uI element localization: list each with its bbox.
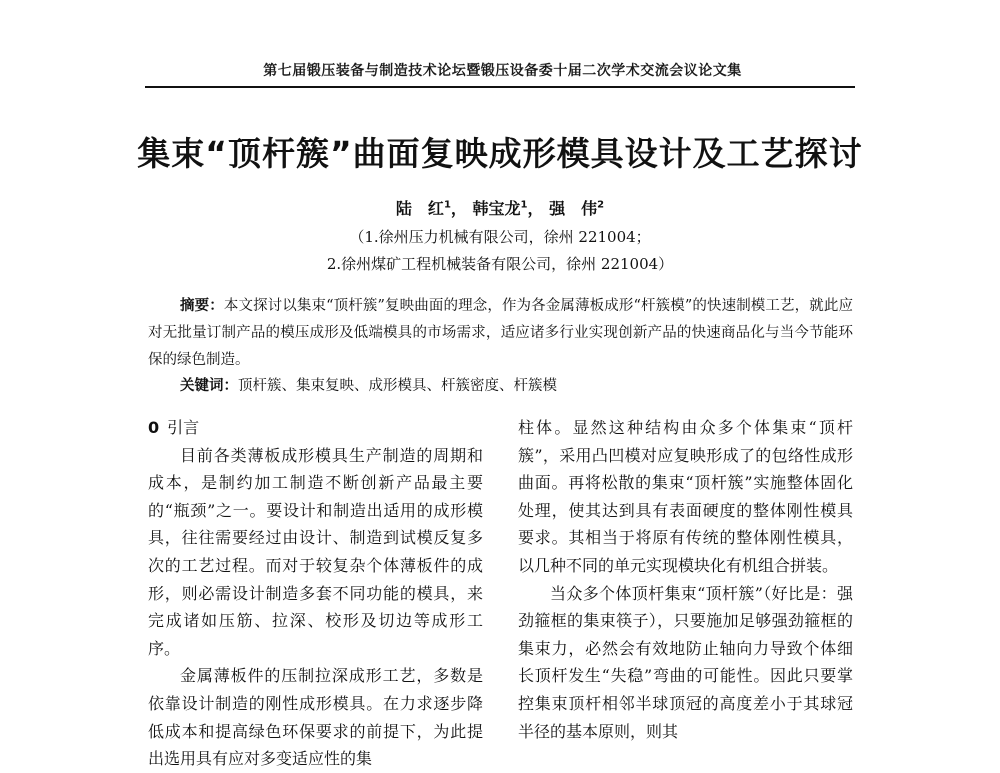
author-sep: ，	[527, 199, 544, 218]
author-affil-mark: 1	[443, 199, 451, 211]
author-name: 韩宝龙	[472, 199, 521, 218]
keywords	[148, 373, 853, 400]
abstract-text: 本文探讨以集束“顶杆簇”复映曲面的理念，作为各金属薄板成形“杆簇模”的快速制模工艺，就此应对无批量订制产品的模压成形及低端模具的市场需求，适应诸多行业实现创新产品的快速商品化与当今节能环保的绿色制造。	[148, 298, 853, 368]
section-number: 0	[148, 418, 160, 437]
body-column-right	[518, 414, 853, 745]
header-rule	[145, 86, 855, 88]
paragraph: 柱体。显然这种结构由众多个体集束“顶杆簇”，采用凸凹模对应复映形成了的包络性成形曲面。再将松散的集束“顶杆簇”实施整体固化处理，使其达到具有表面硬度的整体刚性模具要求。其相当于将原有传统的整体刚性模具，以几种不同的单元实现模块化有机组合拼装。	[518, 418, 853, 575]
running-header: 第七届锻压装备与制造技术论坛暨锻压设备委十届二次学术交流会议论文集	[263, 63, 742, 79]
author-line	[100, 196, 900, 219]
paragraph: 当众多个体顶杆集束“顶杆簇”（好比是：强劲箍框的集束筷子），只要施加足够强劲箍框的集束力，必然会有效地防止轴向力导致个体细长顶杆发生“失稳”弯曲的可能性。因此只要掌控集束顶杆相邻半球顶冠的高度差小于其球冠半径的基本原则，则其	[518, 583, 853, 741]
paragraph: 金属薄板件的压制拉深成形工艺，多数是依靠设计制造的刚性成形模具。在力求逐步降低成本和提高绿色环保要求的前提下，为此提出选用具有应对多变适应性的集	[148, 666, 483, 769]
keywords-text: 顶杆簇、集束复映、成形模具、杆簇密度、杆簇模	[238, 378, 557, 394]
author-affil-mark: 2	[597, 199, 605, 211]
paragraph: 目前各类薄板成形模具生产制造的周期和成本，是制约加工制造不断创新产品最主要的“瓶颈”之一。要设计和制造出适用的成形模具，往往需要经过由设计、制造到试模反复多次的工艺过程。而对于较复杂个体薄板件的成形，则必需设计制造多套不同功能的模具，来完成诸如压筋、拉深、校形及切边等成形工序。	[148, 445, 483, 658]
paper-title: 集束“顶杆簇”曲面复映成形模具设计及工艺探讨	[137, 134, 863, 173]
author-sep: ，	[450, 199, 467, 218]
author-name: 强 伟	[549, 199, 598, 218]
affiliation-2: 2.徐州煤矿工程机械装备有限公司，徐州 221004）	[326, 255, 674, 273]
author-affil-mark: 1	[520, 199, 528, 211]
keywords-label: 关键词：	[180, 378, 238, 394]
author-name: 陆 红	[395, 199, 444, 218]
body-column-left	[148, 414, 483, 773]
abstract	[148, 293, 853, 374]
affiliation-1: （1.徐州压力机械有限公司，徐州 221004；	[349, 228, 651, 246]
abstract-label: 摘要：	[180, 298, 224, 314]
section-title: 引言	[167, 418, 200, 437]
section-heading	[148, 414, 483, 442]
